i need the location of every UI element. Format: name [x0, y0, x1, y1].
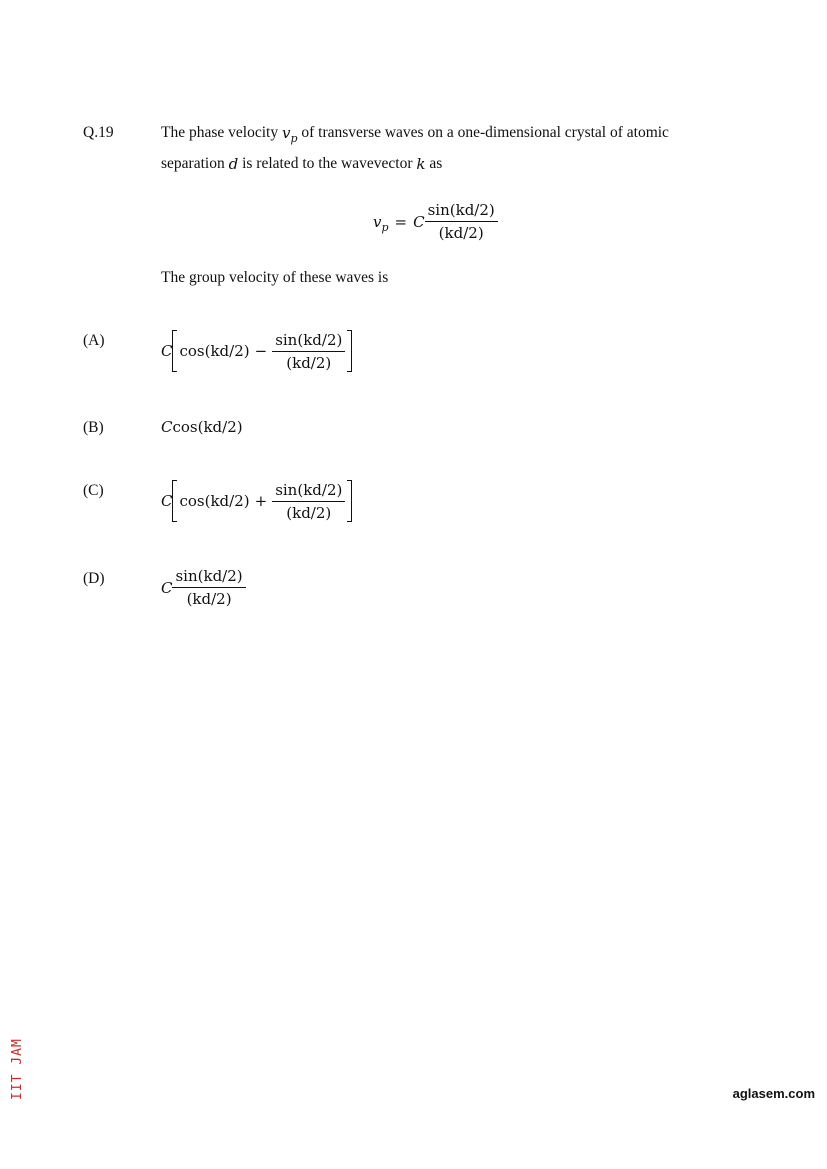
- option-operator: +: [254, 492, 268, 510]
- option-term: cos(kd/2): [179, 342, 250, 360]
- option-coefficient: C: [161, 418, 173, 436]
- option-b-label: (B): [83, 419, 104, 436]
- option-b-expression: [161, 418, 243, 436]
- equation-fraction: [425, 201, 498, 242]
- question-prompt: The group velocity of these waves is: [161, 269, 389, 286]
- option-term: cos(kd/2): [179, 492, 250, 510]
- fraction-numerator: sin(kd/2): [272, 331, 345, 352]
- option-c-expression: [161, 480, 352, 522]
- option-term: cos(kd/2): [172, 418, 243, 436]
- variable-d: d: [228, 155, 239, 173]
- phase-velocity-symbol: $v_p$: [281, 124, 298, 145]
- left-bracket: [172, 480, 177, 522]
- equation-coefficient: C: [413, 212, 425, 231]
- option-fraction: [272, 481, 345, 522]
- question-text: of transverse waves on a one-dimensional crystal of atomic: [301, 124, 669, 141]
- right-bracket: [347, 330, 352, 372]
- option-fraction: [172, 567, 245, 608]
- option-a-label: (A): [83, 332, 105, 349]
- option-coefficient: C: [161, 342, 173, 360]
- option-c-label: (C): [83, 482, 104, 499]
- option-operator: −: [254, 342, 268, 360]
- equation-equals: =: [394, 212, 408, 231]
- fraction-numerator: sin(kd/2): [272, 481, 345, 502]
- equation-lhs: $v_p$: [373, 212, 389, 234]
- option-coefficient: C: [161, 578, 173, 597]
- fraction-numerator: sin(kd/2): [172, 567, 245, 588]
- exam-watermark: IIT JAM: [10, 1038, 25, 1100]
- question-number: Q.19: [83, 124, 114, 141]
- option-coefficient: C: [161, 492, 173, 510]
- question-text: as: [429, 155, 443, 172]
- question-text: separation: [161, 155, 225, 172]
- question-line-1: [161, 124, 669, 145]
- fraction-numerator: sin(kd/2): [425, 201, 498, 222]
- phase-velocity-equation: [373, 201, 498, 242]
- option-fraction: [272, 331, 345, 372]
- option-d-label: (D): [83, 570, 105, 587]
- brand-footer: aglasem.com: [732, 1086, 815, 1101]
- option-a-expression: [161, 330, 352, 372]
- question-text: is related to the wavevector: [242, 155, 413, 172]
- fraction-denominator: (kd/2): [186, 590, 232, 608]
- fraction-denominator: (kd/2): [286, 503, 332, 522]
- right-bracket: [347, 480, 352, 522]
- variable-k: k: [416, 155, 426, 173]
- question-line-2: [161, 155, 442, 173]
- fraction-denominator: (kd/2): [438, 224, 484, 242]
- option-d-expression: [161, 567, 246, 608]
- left-bracket: [172, 330, 177, 372]
- fraction-denominator: (kd/2): [286, 353, 332, 372]
- question-text: The phase velocity: [161, 124, 279, 141]
